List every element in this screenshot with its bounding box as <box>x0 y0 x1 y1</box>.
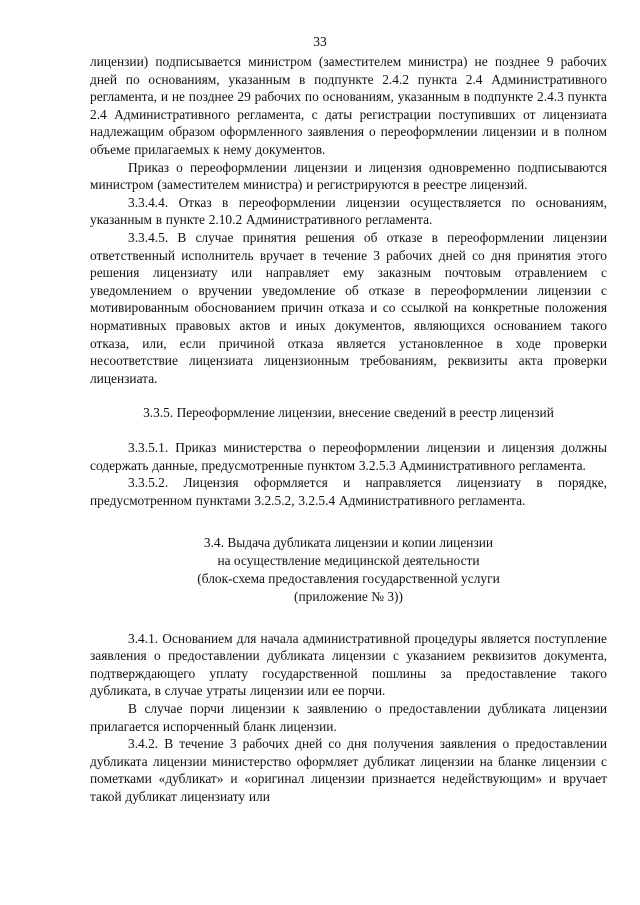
paragraph-3-3-4-4: 3.3.4.4. Отказ в переоформлении лицензии осуществляется по основаниям, указанным в пункте 2.10.2 Административного регламента. <box>90 194 607 228</box>
document-body <box>90 53 607 806</box>
paragraph-3-4-2: 3.4.2. В течение 3 рабочих дней со дня получения заявления о предоставлении дубликата лицензии министерство оформляет дубликат лицензии на бланке лицензии с пометками «дубликат» и «оригинал лицензии признается недействующим» и вручает такой дубликат лицензиату или <box>90 736 607 804</box>
section-heading-3-4-line3: (блок-схема предоставления государственной услуги <box>197 570 500 586</box>
page-number: 33 <box>313 34 327 49</box>
paragraph-3-4-1: 3.4.1. Основанием для начала административной процедуры является поступление заявления о предоставлении дубликата лицензии с указанием реквизитов документа, подтверждающего уплату государственной пошлины за предоставление такого дубликата, в случае утраты лицензии или ее порчи. <box>90 630 607 699</box>
section-heading-3-4-line4: (приложение № 3)) <box>294 588 403 604</box>
section-heading-3-4-line1: 3.4. Выдача дубликата лицензии и копии лицензии <box>203 534 494 550</box>
paragraph-3-3-5-1: 3.3.5.1. Приказ министерства о переоформлении лицензии и лицензия должны содержать данные, предусмотренные пунктом 3.2.5.3 Административного регламента. <box>90 440 607 473</box>
paragraph-damaged-license: В случае порчи лицензии к заявлению о предоставлении дубликата лицензии прилагается испорченный бланк лицензии. <box>90 701 607 734</box>
section-heading-3-4 <box>90 534 607 606</box>
paragraph-license-signing: лицензии) подписывается министром (заместителем министра) не позднее 9 рабочих дней по основаниям, указанным в подпункте 2.4.2 пункта 2.4 Административного регламента, и не позднее 29 рабочих по основаниям, указанным в подпункте 2.4.3 пункта 2.4 Административного регламента, с даты регистрации поступивших от лицензиата надлежащим образом оформленного заявления о переоформлении лицензии и в полном объеме прилагаемых к нему документов. <box>90 54 607 157</box>
paragraph-3-3-4-5: 3.3.4.5. В случае принятия решения об отказе в переоформлении лицензии ответственный исполнитель вручает в течение 3 рабочих дней со дня принятия этого решения лицензиату или направляет ему заказным почтовым отравлением с уведомлением о вручении уведомление об отказе в переоформлении лицензии с мотивированным обоснованием причин отказа и со ссылкой на конкретные положения нормативных правовых актов и иных документов, являющихся основанием такого отказа, или, если причиной отказа является установленное в ходе проверки несоответствие лицензиата лицензионным требованиям, реквизиты акта проверки лицензиата. <box>90 229 607 386</box>
paragraph-order-and-license: Приказ о переоформлении лицензии и лицензия одновременно подписываются министром (заместителем министра) и регистрируются в реестре лицензий. <box>90 159 607 193</box>
section-heading-3-3-5: 3.3.5. Переоформление лицензии, внесение сведений в реестр лицензий <box>143 405 554 421</box>
paragraph-3-3-5-2: 3.3.5.2. Лицензия оформляется и направляется лицензиату в порядке, предусмотренном пунктами 3.2.5.2, 3.2.5.4 Административного регламента. <box>90 475 607 509</box>
section-heading-3-4-line2: на осуществление медицинской деятельности <box>217 552 480 568</box>
